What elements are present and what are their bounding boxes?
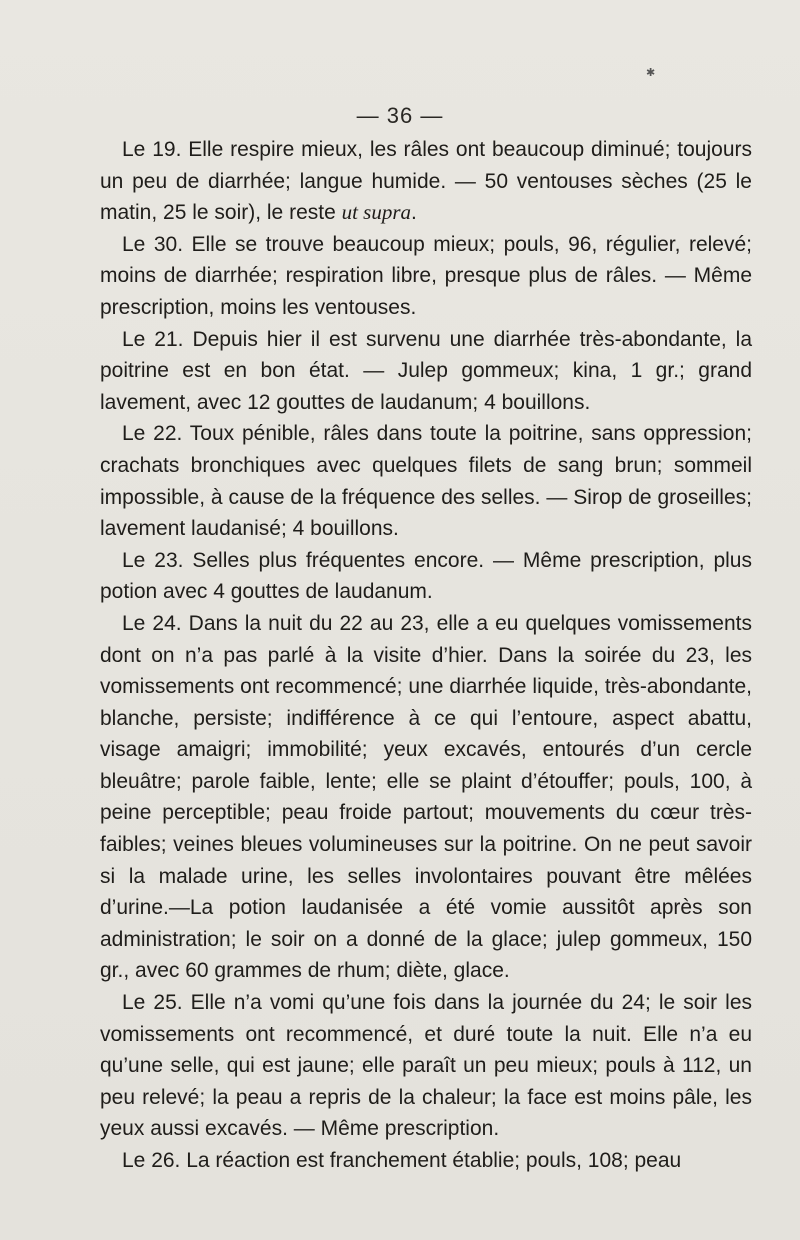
paragraph-text: Le 30. Elle se trouve beaucoup mieux; pouls, 96, régulier, relevé; moins de diarrhée; respiration libre, presque plus de râles. — Même prescription, moins les ventouses. (100, 232, 752, 319)
paragraph-text-end: . (411, 201, 417, 225)
paragraph-day-23 (100, 545, 752, 608)
paragraph-text: Le 26. La réaction est franchement établie; pouls, 108; peau (122, 1149, 682, 1172)
body-text (100, 134, 752, 1177)
paragraph-day-25 (100, 987, 752, 1145)
ink-mark: ✱ (646, 66, 656, 79)
paragraph-text: Le 22. Toux pénible, râles dans toute la poitrine, sans oppression; crachats bronchiques avec quelques filets de sang brun; sommeil impossible, à cause de la fréquence des selles. — Sirop de groseilles; lavement laudanisé; 4 bouillons. (100, 422, 752, 541)
paragraph-text: Le 25. Elle n’a vomi qu’une fois dans la journée du 24; le soir les vomissements ont recommencé, et duré toute la nuit. Elle n’a eu qu’une selle, qui est jaune; elle paraît un peu mieux; pouls à 112, un peu relevé; la peau a repris de la chaleur; la face est moins pâle, les yeux aussi excavés. — Même prescription. (100, 991, 752, 1141)
italic-phrase: ut supra (341, 200, 412, 225)
paragraph-day-26 (100, 1145, 752, 1177)
paragraph-text: Le 23. Selles plus fréquentes encore. — Même prescription, plus potion avec 4 gouttes de laudanum. (100, 548, 752, 604)
paragraph-day-30 (100, 229, 752, 324)
paragraph-day-19 (100, 134, 752, 229)
paragraph-text: Le 19. Elle respire mieux, les râles ont beaucoup diminué; toujours un peu de diarrhée; langue humide. — 50 ventouses sèches (25 le matin, 25 le soir), le reste (100, 138, 752, 225)
paragraph-text: Le 21. Depuis hier il est survenu une diarrhée très-abondante, la poitrine est en bon état. — Julep gommeux; kina, 1 gr.; grand lavement, avec 12 gouttes de laudanum; 4 bouillons. (100, 327, 752, 414)
paragraph-day-21 (100, 324, 752, 419)
paragraph-day-24 (100, 608, 752, 987)
page-number: — 36 — (356, 103, 444, 128)
paragraph-day-22 (100, 418, 752, 544)
paragraph-text: Le 24. Dans la nuit du 22 au 23, elle a eu quelques vomissements dont on n’a pas parlé à la visite d’hier. Dans la soirée du 23, les vomissements ont recommencé; une diarrhée liquide, très-abondante, blanche, persiste; indifférence à ce qui l’entoure, aspect abattu, visage amaigri; immobilité; yeux excavés, entourés d’un cercle bleuâtre; parole faible, lente; elle se plaint d’étouffer; pouls, 100, à peine perceptible; peau froide partout; mouvements du cœur très-faibles; veines bleues volumineuses sur la poitrine. On ne peut savoir si la malade urine, les selles involontaires pouvant être mêlées d’urine.—La potion laudanisée a été vomie aussitôt après son administration; le soir on a donné de la glace; julep gommeux, 150 gr., avec 60 grammes de rhum; diète, glace. (100, 611, 752, 983)
